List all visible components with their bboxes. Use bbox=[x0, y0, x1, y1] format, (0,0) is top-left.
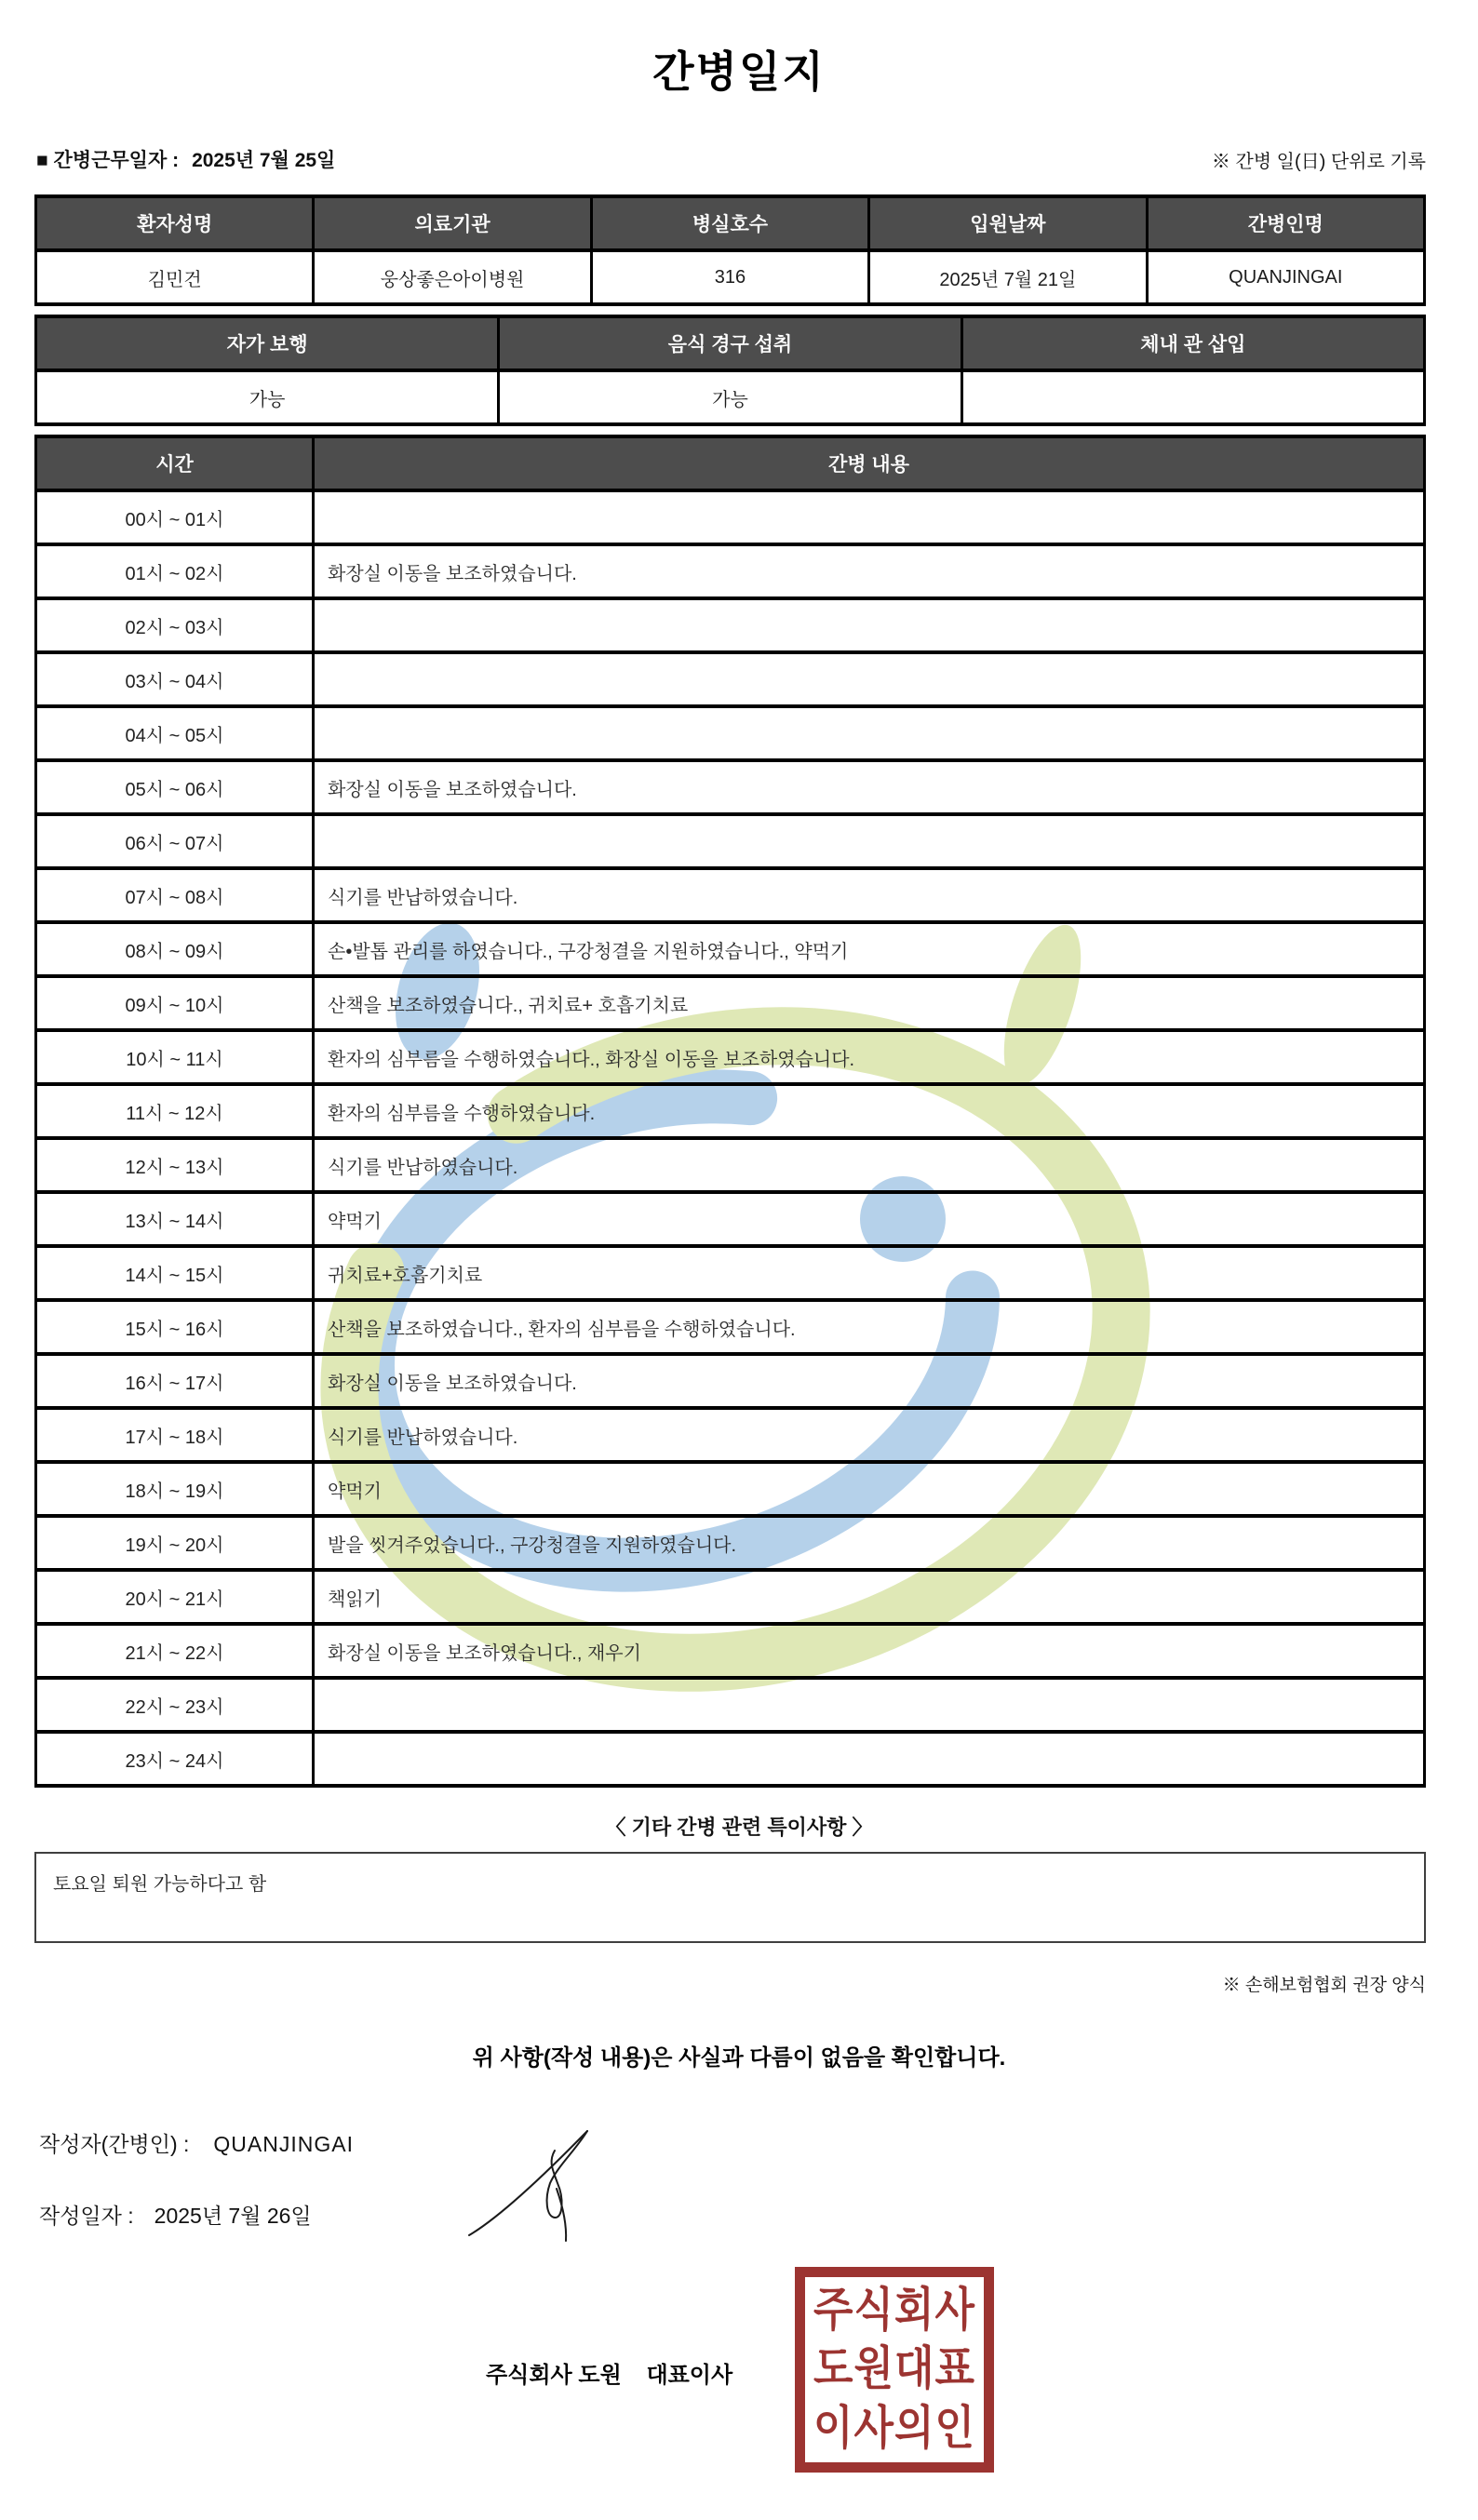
stamp-row-2: 도원대표 bbox=[813, 2342, 975, 2395]
patient-status-value-row bbox=[36, 370, 1425, 424]
company-line: 주식회사 도원 대표이사 bbox=[486, 2363, 733, 2388]
care-time: 20시 ~ 21시 bbox=[36, 1570, 314, 1624]
value-medical-institution: 웅상좋은아이병원 bbox=[314, 250, 591, 304]
care-row-05 bbox=[36, 760, 1425, 814]
care-time: 01시 ~ 02시 bbox=[36, 544, 314, 598]
header-self-walking: 자가 보행 bbox=[36, 316, 499, 370]
writer-label: 작성자(간병인) : bbox=[39, 2132, 190, 2156]
care-time: 16시 ~ 17시 bbox=[36, 1354, 314, 1408]
care-row-15 bbox=[36, 1300, 1425, 1354]
form-note: ※ 손해보험협회 권장 양식 bbox=[1222, 1976, 1426, 1995]
header-patient-name: 환자성명 bbox=[36, 196, 314, 250]
care-content: 약먹기 bbox=[314, 1192, 1425, 1246]
patient-info-table bbox=[34, 194, 1426, 306]
care-row-03 bbox=[36, 652, 1425, 706]
care-time: 18시 ~ 19시 bbox=[36, 1462, 314, 1516]
care-time: 04시 ~ 05시 bbox=[36, 706, 314, 760]
care-time: 22시 ~ 23시 bbox=[36, 1678, 314, 1732]
write-date-value: 2025년 7월 26일 bbox=[154, 2204, 312, 2228]
header-medical-institution: 의료기관 bbox=[314, 196, 591, 250]
care-log-header-row bbox=[36, 436, 1425, 490]
care-time: 14시 ~ 15시 bbox=[36, 1246, 314, 1300]
patient-status-table bbox=[34, 315, 1426, 426]
care-time: 08시 ~ 09시 bbox=[36, 922, 314, 976]
care-row-12 bbox=[36, 1138, 1425, 1192]
caregiver-signature bbox=[464, 2125, 608, 2246]
value-room-number: 316 bbox=[591, 250, 868, 304]
care-time: 17시 ~ 18시 bbox=[36, 1408, 314, 1462]
care-content bbox=[314, 814, 1425, 868]
care-content: 환자의 심부름을 수행하였습니다., 화장실 이동을 보조하였습니다. bbox=[314, 1030, 1425, 1084]
care-content bbox=[314, 598, 1425, 652]
care-row-14 bbox=[36, 1246, 1425, 1300]
care-row-02 bbox=[36, 598, 1425, 652]
value-tube-insertion bbox=[961, 370, 1424, 424]
care-content: 약먹기 bbox=[314, 1462, 1425, 1516]
care-row-06 bbox=[36, 814, 1425, 868]
care-row-09 bbox=[36, 976, 1425, 1030]
patient-status-header-row bbox=[36, 316, 1425, 370]
care-time: 15시 ~ 16시 bbox=[36, 1300, 314, 1354]
value-self-walking: 가능 bbox=[36, 370, 499, 424]
care-content: 화장실 이동을 보조하였습니다. bbox=[314, 1354, 1425, 1408]
care-row-00 bbox=[36, 490, 1425, 544]
write-date-label: 작성일자 : bbox=[39, 2204, 134, 2228]
work-date-label: ■ 간병근무일자 : bbox=[36, 150, 180, 171]
care-time: 10시 ~ 11시 bbox=[36, 1030, 314, 1084]
header-admission-date: 입원날짜 bbox=[869, 196, 1147, 250]
care-row-18 bbox=[36, 1462, 1425, 1516]
care-time: 02시 ~ 03시 bbox=[36, 598, 314, 652]
header-oral-intake: 음식 경구 섭취 bbox=[499, 316, 961, 370]
care-content bbox=[314, 490, 1425, 544]
care-time: 09시 ~ 10시 bbox=[36, 976, 314, 1030]
care-content: 화장실 이동을 보조하였습니다., 재우기 bbox=[314, 1624, 1425, 1678]
header-room-number: 병실호수 bbox=[591, 196, 868, 250]
notes-box bbox=[34, 1852, 1426, 1943]
notes-content: 토요일 퇴원 가능하다고 함 bbox=[53, 1874, 267, 1895]
care-row-20 bbox=[36, 1570, 1425, 1624]
care-row-23 bbox=[36, 1732, 1425, 1786]
care-content bbox=[314, 1732, 1425, 1786]
value-admission-date: 2025년 7월 21일 bbox=[869, 250, 1147, 304]
care-time: 19시 ~ 20시 bbox=[36, 1516, 314, 1570]
patient-info-value-row bbox=[36, 250, 1425, 304]
notes-title: 〈 기타 간병 관련 특이사항 〉 bbox=[605, 1816, 873, 1839]
care-time: 05시 ~ 06시 bbox=[36, 760, 314, 814]
care-row-19 bbox=[36, 1516, 1425, 1570]
writer-line bbox=[39, 2127, 1478, 2158]
care-row-01 bbox=[36, 544, 1425, 598]
care-row-13 bbox=[36, 1192, 1425, 1246]
care-content: 발을 씻겨주었습니다., 구강청결을 지원하였습니다. bbox=[314, 1516, 1425, 1570]
care-time: 21시 ~ 22시 bbox=[36, 1624, 314, 1678]
care-row-17 bbox=[36, 1408, 1425, 1462]
writer-name: QUANJINGAI bbox=[213, 2132, 354, 2156]
care-content: 화장실 이동을 보조하였습니다. bbox=[314, 760, 1425, 814]
care-row-08 bbox=[36, 922, 1425, 976]
care-time: 23시 ~ 24시 bbox=[36, 1732, 314, 1786]
care-time: 07시 ~ 08시 bbox=[36, 868, 314, 922]
care-content bbox=[314, 706, 1425, 760]
care-content bbox=[314, 1678, 1425, 1732]
stamp-row-3: 이사의인 bbox=[813, 2402, 975, 2455]
work-date-line bbox=[36, 145, 335, 173]
header-time: 시간 bbox=[36, 436, 314, 490]
care-log-table bbox=[34, 435, 1426, 1788]
stamp-row-1: 주식회사 bbox=[813, 2284, 975, 2337]
care-row-11 bbox=[36, 1084, 1425, 1138]
care-content: 책읽기 bbox=[314, 1570, 1425, 1624]
care-content bbox=[314, 652, 1425, 706]
care-content: 환자의 심부름을 수행하였습니다. bbox=[314, 1084, 1425, 1138]
care-time: 00시 ~ 01시 bbox=[36, 490, 314, 544]
unit-note: ※ 간병 일(日) 단위로 기록 bbox=[1211, 152, 1426, 172]
header-caregiver-name: 간병인명 bbox=[1147, 196, 1424, 250]
care-content: 산책을 보조하였습니다., 귀치료+ 호흡기치료 bbox=[314, 976, 1425, 1030]
page-title: 간병일지 bbox=[652, 47, 826, 96]
care-content: 귀치료+호흡기치료 bbox=[314, 1246, 1425, 1300]
care-content: 식기를 반납하였습니다. bbox=[314, 1408, 1425, 1462]
header-care-content: 간병 내용 bbox=[314, 436, 1425, 490]
care-content: 식기를 반납하였습니다. bbox=[314, 1138, 1425, 1192]
header-tube-insertion: 체내 관 삽입 bbox=[961, 316, 1424, 370]
care-content: 산책을 보조하였습니다., 환자의 심부름을 수행하였습니다. bbox=[314, 1300, 1425, 1354]
care-content: 식기를 반납하였습니다. bbox=[314, 868, 1425, 922]
meta-row bbox=[36, 145, 1426, 173]
value-patient-name: 김민건 bbox=[36, 250, 314, 304]
care-content: 화장실 이동을 보조하였습니다. bbox=[314, 544, 1425, 598]
work-date-value: 2025년 7월 25일 bbox=[192, 150, 336, 171]
care-row-10 bbox=[36, 1030, 1425, 1084]
write-date-line bbox=[39, 2199, 1478, 2230]
care-time: 13시 ~ 14시 bbox=[36, 1192, 314, 1246]
care-row-04 bbox=[36, 706, 1425, 760]
care-row-07 bbox=[36, 868, 1425, 922]
value-caregiver-name: QUANJINGAI bbox=[1147, 250, 1424, 304]
care-row-16 bbox=[36, 1354, 1425, 1408]
care-time: 06시 ~ 07시 bbox=[36, 814, 314, 868]
patient-info-header-row bbox=[36, 196, 1425, 250]
care-time: 12시 ~ 13시 bbox=[36, 1138, 314, 1192]
company-seal-stamp bbox=[795, 2267, 994, 2473]
confirmation-statement: 위 사항(작성 내용)은 사실과 다름이 없음을 확인합니다. bbox=[472, 2045, 1006, 2071]
care-row-21 bbox=[36, 1624, 1425, 1678]
care-row-22 bbox=[36, 1678, 1425, 1732]
value-oral-intake: 가능 bbox=[499, 370, 961, 424]
care-time: 03시 ~ 04시 bbox=[36, 652, 314, 706]
care-content: 손•발톱 관리를 하였습니다., 구강청결을 지원하였습니다., 약먹기 bbox=[314, 922, 1425, 976]
care-time: 11시 ~ 12시 bbox=[36, 1084, 314, 1138]
